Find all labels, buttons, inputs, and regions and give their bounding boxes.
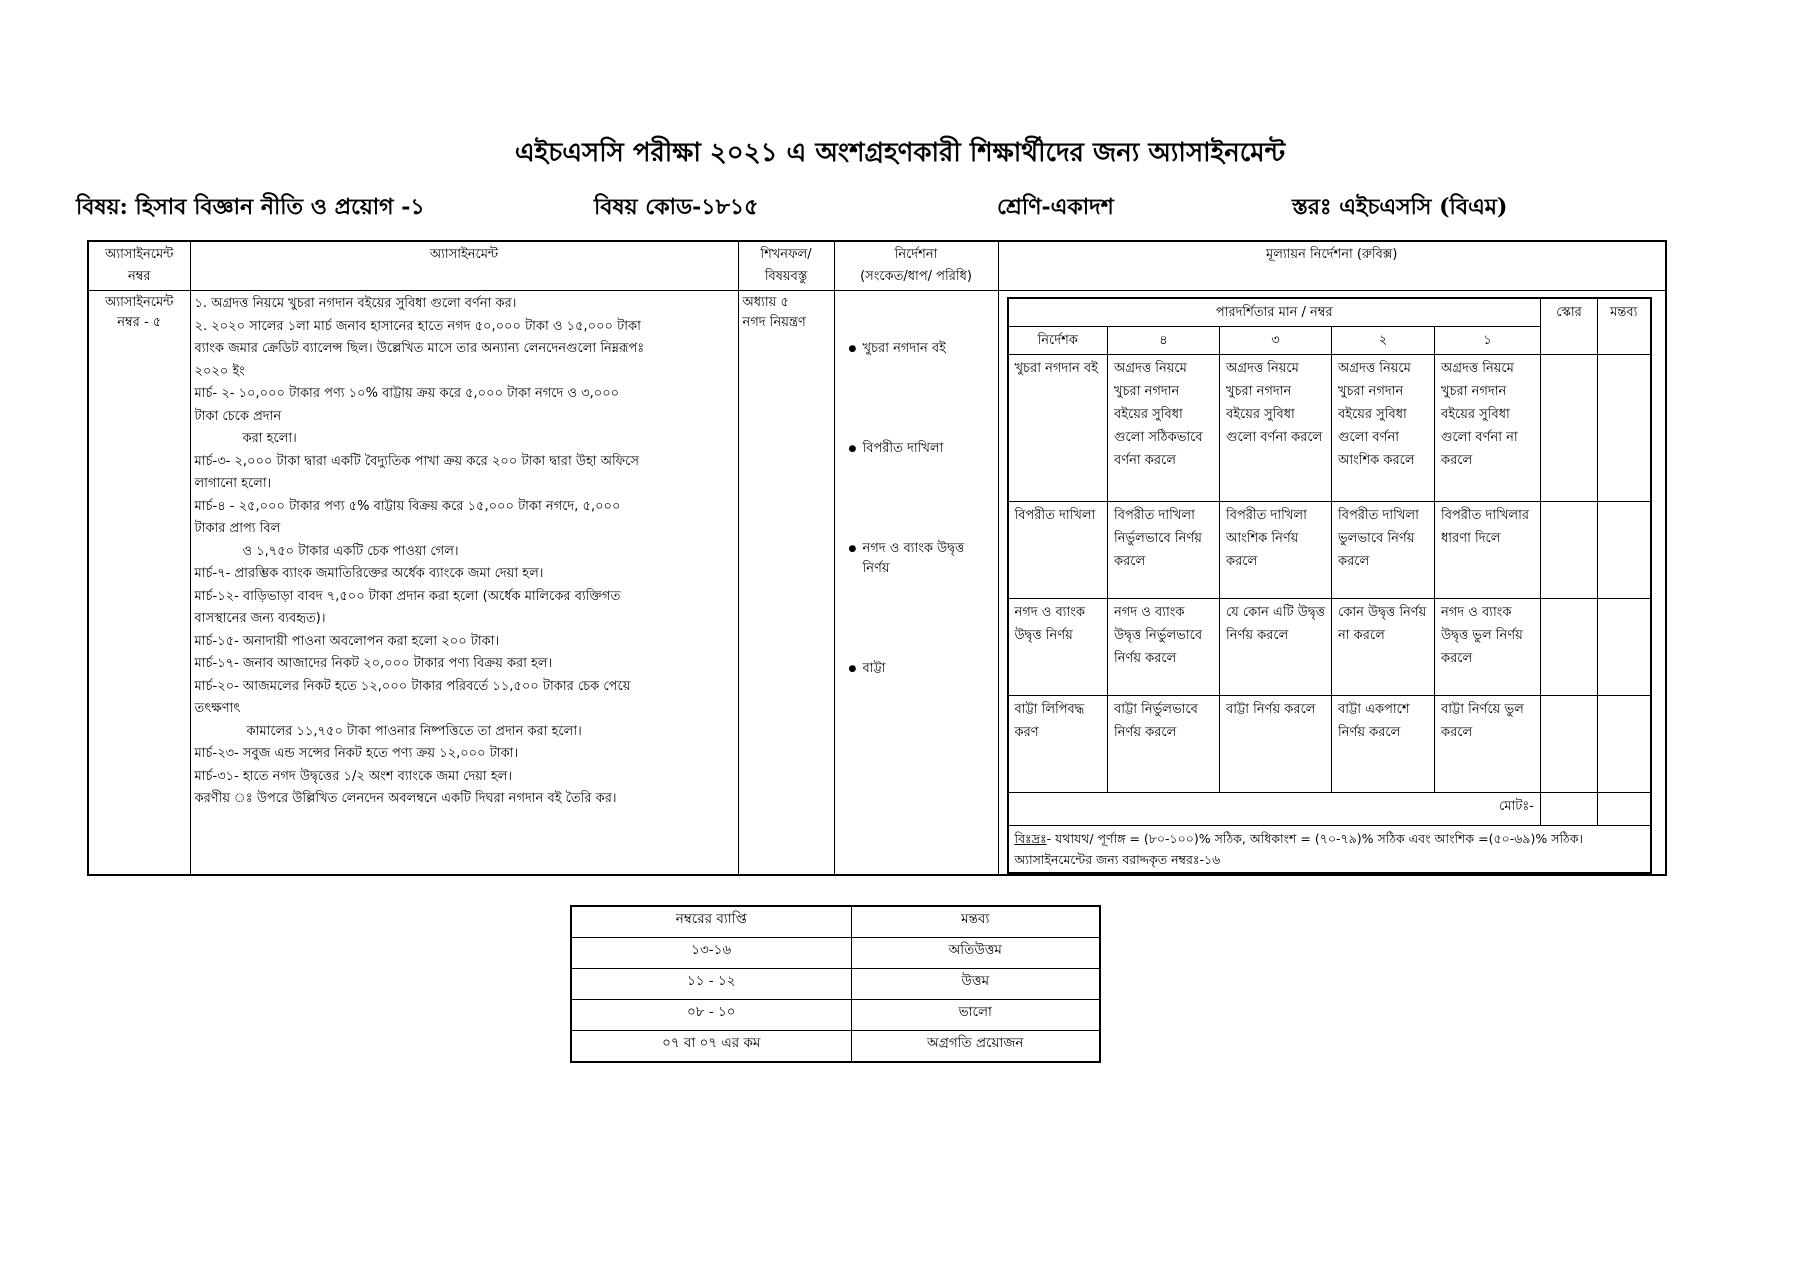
rubric-cell: বিপরীত দাখিলার ধারণা দিলে: [1435, 502, 1541, 599]
rubric-cell: [998, 291, 1666, 876]
subject-code: বিষয় কোড-১৮১৫: [594, 194, 759, 220]
rubric-cell: নগদ ও ব্যাংক উদ্বৃত্ত নির্ভুলভাবে নির্ণয় করলে: [1108, 599, 1220, 696]
guideline-item: ● বাট্টা: [839, 659, 994, 679]
learning-outcome-cell: অধ্যায় ৫ নগদ নিয়ন্ত্রণ: [738, 291, 834, 876]
header-assignment: অ্যাসাইনমেন্ট: [190, 241, 738, 291]
scale-range: ১১ - ১২: [571, 969, 851, 1000]
scale-range: ০৮ - ১০: [571, 1000, 851, 1031]
subject-name: বিষয়: হিসাব বিজ্ঞান নীতি ও প্রয়োগ -১: [76, 194, 425, 220]
rubric-cell: বাট্টা নির্ভুলভাবে নির্ণয় করলে: [1108, 696, 1220, 793]
scale-header: মন্তব্য: [851, 906, 1100, 938]
rubric-row: [1008, 696, 1651, 793]
header-assignment-number: অ্যাসাইনমেন্ট নম্বর: [88, 241, 190, 291]
assignment-text-cell: ১. অগ্রদত্ত নিয়মে খুচরা নগদান বইয়ের সুবিধা গুলো বর্ণনা কর। ২. ২০২০ সালের ১লা মার্চ জনাব হাসানের হাতে নগদ ৫০,০০০ টাকা ও ১৫,০০০ টাকা ব্যাংক জমার ক্রেডিট ব্যালেন্স ছিল। উল্লেখিত মাসে তার অন্যান্য লেনদেনগুলো নিম্নরূপঃ ২০২০ ইং মার্চ- ২- ১০,০০০ টাকার পণ্য ১০% বাট্টায় ক্রয় করে ৫,০০০ টাকা নগদে ও ৩,০০০ টাকা চেকে প্রদান করা হলো। মার্চ-৩- ২,০০০ টাকা দ্বারা একটি বৈদ্যুতিক পাখা ক্রয় করে ২০০ টাকা দ্বারা উহা অফিসে লাগানো হলো। মার্চ-৪ - ২৫,০০০ টাকার পণ্য ৫% বাট্টায় বিক্রয় করে ১৫,০০০ টাকা নগদে, ৫,০০০ টাকার প্রাপ্য বিল ও ১,৭৫০ টাকার একটি চেক পাওয়া গেল। মার্চ-৭- প্রারম্ভিক ব্যাংক জমাতিরিক্তের অর্ধেক ব্যাংকে জমা দেয়া হল। মার্চ-১২- বাড়িভাড়া বাবদ ৭,৫০০ টাকা প্রদান করা হলো (অর্ধেক মালিকের ব্যক্তিগত বাসস্থানের জন্য ব্যবহৃত)। মার্চ-১৫- অনাদায়ী পাওনা অবলোপন করা হলো ২০০ টাকা। মার্চ-১৭- জনাব আজাদের নিকট ২০,০০০ টাকার পণ্য বিক্রয় করা হল। মার্চ-২০- আজমলের নিকট হতে ১২,০০০ টাকার পরিবর্তে ১১,৫০০ টাকার চেক পেয়ে তৎক্ষণাৎ কামালের ১১,৭৫০ টাকা পাওনার নিষ্পত্তিতে তা প্রদান করা হলো। মার্চ-২৩- সবুজ এন্ড সন্সের নিকট হতে পণ্য ক্রয় ১২,০০০ টাকা। মার্চ-৩১- হাতে নগদ উদ্বৃত্তের ১/২ অংশ ব্যাংকে জমা দেয়া হল। করণীয় ঃ উপরে উল্লিখিত লেনদেন অবলম্বনে একটি দিঘরা নগদান বই তৈরি কর।: [190, 291, 738, 876]
guideline-item: ● নগদ ও ব্যাংক উদ্বৃত্ত নির্ণয়: [839, 539, 994, 579]
rubric-total-remarks: [1598, 793, 1651, 826]
rubric-remarks-cell: [1598, 355, 1651, 502]
rubric-cell: অগ্রদত্ত নিয়মে খুচরা নগদান বইয়ের সুবিধা গুলো বর্ণনা না করলে: [1435, 355, 1541, 502]
rubric-cell: অগ্রদত্ত নিয়মে খুচরা নগদান বইয়ের সুবিধা গুলো বর্ণনা করলে: [1220, 355, 1332, 502]
rubric-cell: কোন উদ্বৃত্ত নির্ণয় না করলে: [1332, 599, 1435, 696]
rubric-level-header: ১: [1435, 327, 1541, 355]
class-name: শ্রেণি-একাদশ: [997, 194, 1114, 220]
header-rubric: মূল্যায়ন নির্দেশনা (রুবিক্স): [998, 241, 1666, 291]
header-guidelines: নির্দেশনা (সংকেত/ধাপ/ পরিধি): [834, 241, 998, 291]
rubric-indicator: খুচরা নগদান বই: [1008, 355, 1108, 502]
scale-header-row: [571, 906, 1100, 938]
scale-remark: অতিউত্তম: [851, 938, 1100, 969]
assignment-table: [87, 240, 1667, 876]
rubric-cell: অগ্রদত্ত নিয়মে খুচরা নগদান বইয়ের সুবিধা গুলো সঠিকভাবে বর্ণনা করলে: [1108, 355, 1220, 502]
note-label: বিঃদ্রঃ: [1014, 831, 1047, 846]
scale-remark: উত্তম: [851, 969, 1100, 1000]
rubric-cell: নগদ ও ব্যাংক উদ্বৃত্ত ভুল নির্ণয় করলে: [1435, 599, 1541, 696]
scale-row: [571, 969, 1100, 1000]
rubric-cell: বাট্টা নির্ণয় করলে: [1220, 696, 1332, 793]
scale-remark: অগ্রগতি প্রয়োজন: [851, 1031, 1100, 1063]
rubric-cell: যে কোন এটি উদ্বৃত্ত নির্ণয় করলে: [1220, 599, 1332, 696]
rubric-indicator-header: নির্দেশক: [1008, 327, 1108, 355]
rubric-score-cell: [1541, 355, 1598, 502]
rubric-cell: অগ্রদত্ত নিয়মে খুচরা নগদান বইয়ের সুবিধা গুলো বর্ণনা আংশিক করলে: [1332, 355, 1435, 502]
scale-header: নম্বরের ব্যাপ্তি: [571, 906, 851, 938]
scale-range: ১৩-১৬: [571, 938, 851, 969]
rubric-row: [1008, 599, 1651, 696]
rubric-row: [1008, 355, 1651, 502]
rubric-level-header: ৪: [1108, 327, 1220, 355]
rubric-score-cell: [1541, 599, 1598, 696]
scale-range: ০৭ বা ০৭ এর কম: [571, 1031, 851, 1063]
rubric-total-label: মোটঃ-: [1008, 793, 1541, 826]
scale-row: [571, 1000, 1100, 1031]
scale-row: [571, 938, 1100, 969]
page-title: এইচএসসি পরীক্ষা ২০২১ এ অংশগ্রহণকারী শিক্ষার্থীদের জন্য অ্যাসাইনমেন্ট: [514, 138, 1286, 168]
guidelines-cell: [834, 291, 998, 876]
rubric-remarks-cell: [1598, 502, 1651, 599]
rubric-row: [1008, 502, 1651, 599]
scale-row: [571, 1031, 1100, 1063]
rubric-table: [1007, 297, 1652, 874]
rubric-remarks-cell: [1598, 599, 1651, 696]
rubric-indicator: নগদ ও ব্যাংক উদ্বৃত্ত নির্ণয়: [1008, 599, 1108, 696]
rubric-score-cell: [1541, 502, 1598, 599]
rubric-cell: বিপরীত দাখিলা ভুলভাবে নির্ণয় করলে: [1332, 502, 1435, 599]
rubric-indicator: বাট্টা লিপিবদ্ধ করণ: [1008, 696, 1108, 793]
header-learning-outcome: শিখনফল/ বিষয়বস্তু: [738, 241, 834, 291]
rubric-cell: বিপরীত দাখিলা আংশিক নির্ণয় করলে: [1220, 502, 1332, 599]
scale-remark: ভালো: [851, 1000, 1100, 1031]
note-text: - যথাযথ/ পূর্ণাঙ্গ = (৮০-১০০)% সঠিক, অধিকাংশ = (৭০-৭৯)% সঠিক এবং আংশিক =(৫০-৬৯)% সঠিক।: [1046, 831, 1583, 846]
assignment-number-cell: অ্যাসাইনমেন্ট নম্বর - ৫: [88, 291, 190, 876]
rubric-level-header: ৩: [1220, 327, 1332, 355]
rubric-remarks-cell: [1598, 696, 1651, 793]
rubric-proficiency-header: পারদর্শিতার মান / নম্বর: [1008, 298, 1541, 327]
level-name: স্তরঃ এইচএসসি (বিএম): [1292, 194, 1508, 220]
score-scale-table: [570, 905, 1101, 1063]
rubric-cell: বাট্টা নির্ণয়ে ভুল করলে: [1435, 696, 1541, 793]
guideline-item: ● খুচরা নগদান বই: [839, 339, 994, 359]
rubric-score-cell: [1541, 696, 1598, 793]
rubric-total-score: [1541, 793, 1598, 826]
assignment-table-body: [88, 291, 1666, 876]
rubric-cell: বিপরীত দাখিলা নির্ভুলভাবে নির্ণয় করলে: [1108, 502, 1220, 599]
guideline-item: ● বিপরীত দাখিলা: [839, 439, 994, 459]
rubric-level-header: ২: [1332, 327, 1435, 355]
rubric-remarks-header: মন্তব্য: [1598, 298, 1651, 355]
assignment-table-header: [88, 241, 1666, 291]
rubric-note: [1008, 826, 1651, 874]
rubric-indicator: বিপরীত দাখিলা: [1008, 502, 1108, 599]
marks-line: অ্যাসাইনমেন্টের জন্য বরাদ্দকৃত নম্বরঃ-১৬: [1014, 852, 1221, 867]
rubric-cell: বাট্টা একপাশে নির্ণয় করলে: [1332, 696, 1435, 793]
rubric-score-header: স্কোর: [1541, 298, 1598, 355]
